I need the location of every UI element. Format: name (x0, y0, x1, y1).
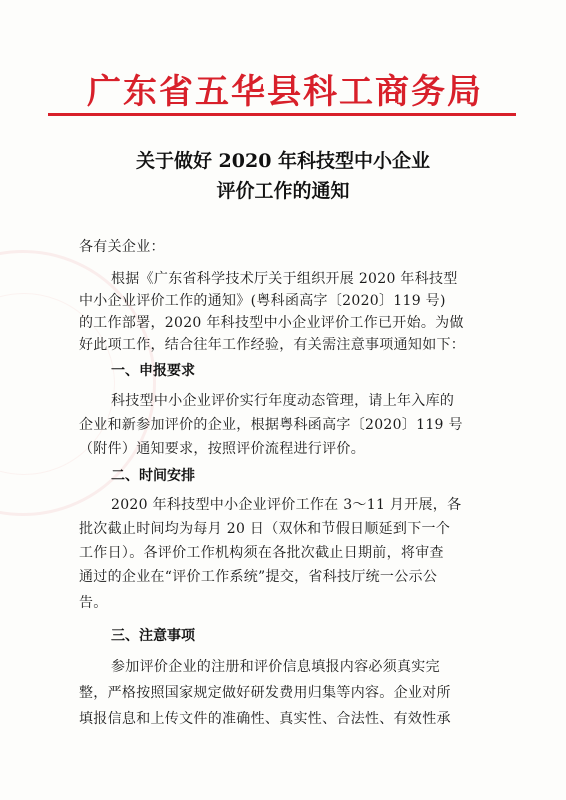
section1-line: 科技型中小企业评价实行年度动态管理，请上年入库的 (111, 393, 455, 409)
section-heading-schedule: 二、时间安排 (111, 468, 195, 484)
section2-line: 通过的企业在“评价工作系统”提交，省科技厅统一公示公 (79, 569, 438, 585)
section3-line: 整，严格按照国家规定做好研发费用归集等内容。企业对所 (79, 685, 451, 701)
section-heading-notes: 三、注意事项 (111, 628, 195, 644)
section-heading-requirements: 一、申报要求 (111, 363, 195, 379)
intro-line: 好此项工作，结合往年工作经验，有关需注意事项通知如下： (79, 337, 466, 353)
section3-line: 参加评价企业的注册和评价信息填报内容必须真实完 (111, 659, 440, 675)
section2-line: 告。 (79, 595, 108, 611)
intro-line: 中小企业评价工作的通知》(粤科函高字〔2020〕119 号) (79, 293, 446, 309)
red-header-rule (48, 113, 516, 116)
issuing-organization: 广东省五华县科工商务局 (87, 72, 483, 112)
section2-line: 工作日）。各评价工作机构须在各批次截止日期前，将审查 (79, 545, 444, 561)
document-title-line-1: 关于做好 2020 年科技型中小企业 (135, 150, 431, 172)
section2-line: 2020 年科技型中小企业评价工作在 3～11 月开展，各 (111, 497, 462, 513)
salutation: 各有关企业： (79, 239, 165, 255)
document-title-line-2: 评价工作的通知 (216, 180, 350, 202)
section2-line: 批次截止时间均为每月 20 日（双休和节假日顺延到下一个 (79, 521, 451, 537)
intro-line: 根据《广东省科学技术厅关于组织开展 2020 年科技型 (111, 271, 458, 287)
section3-line: 填报信息和上传文件的准确性、真实性、合法性、有效性承 (79, 711, 451, 727)
section1-line: （附件）通知要求，按照评价流程进行评价。 (79, 441, 365, 457)
section1-line: 企业和新参加评价的企业，根据粤科函高字〔2020〕119 号 (79, 417, 463, 433)
intro-line: 的工作部署，2020 年科技型中小企业评价工作已开始。为做 (79, 315, 464, 331)
